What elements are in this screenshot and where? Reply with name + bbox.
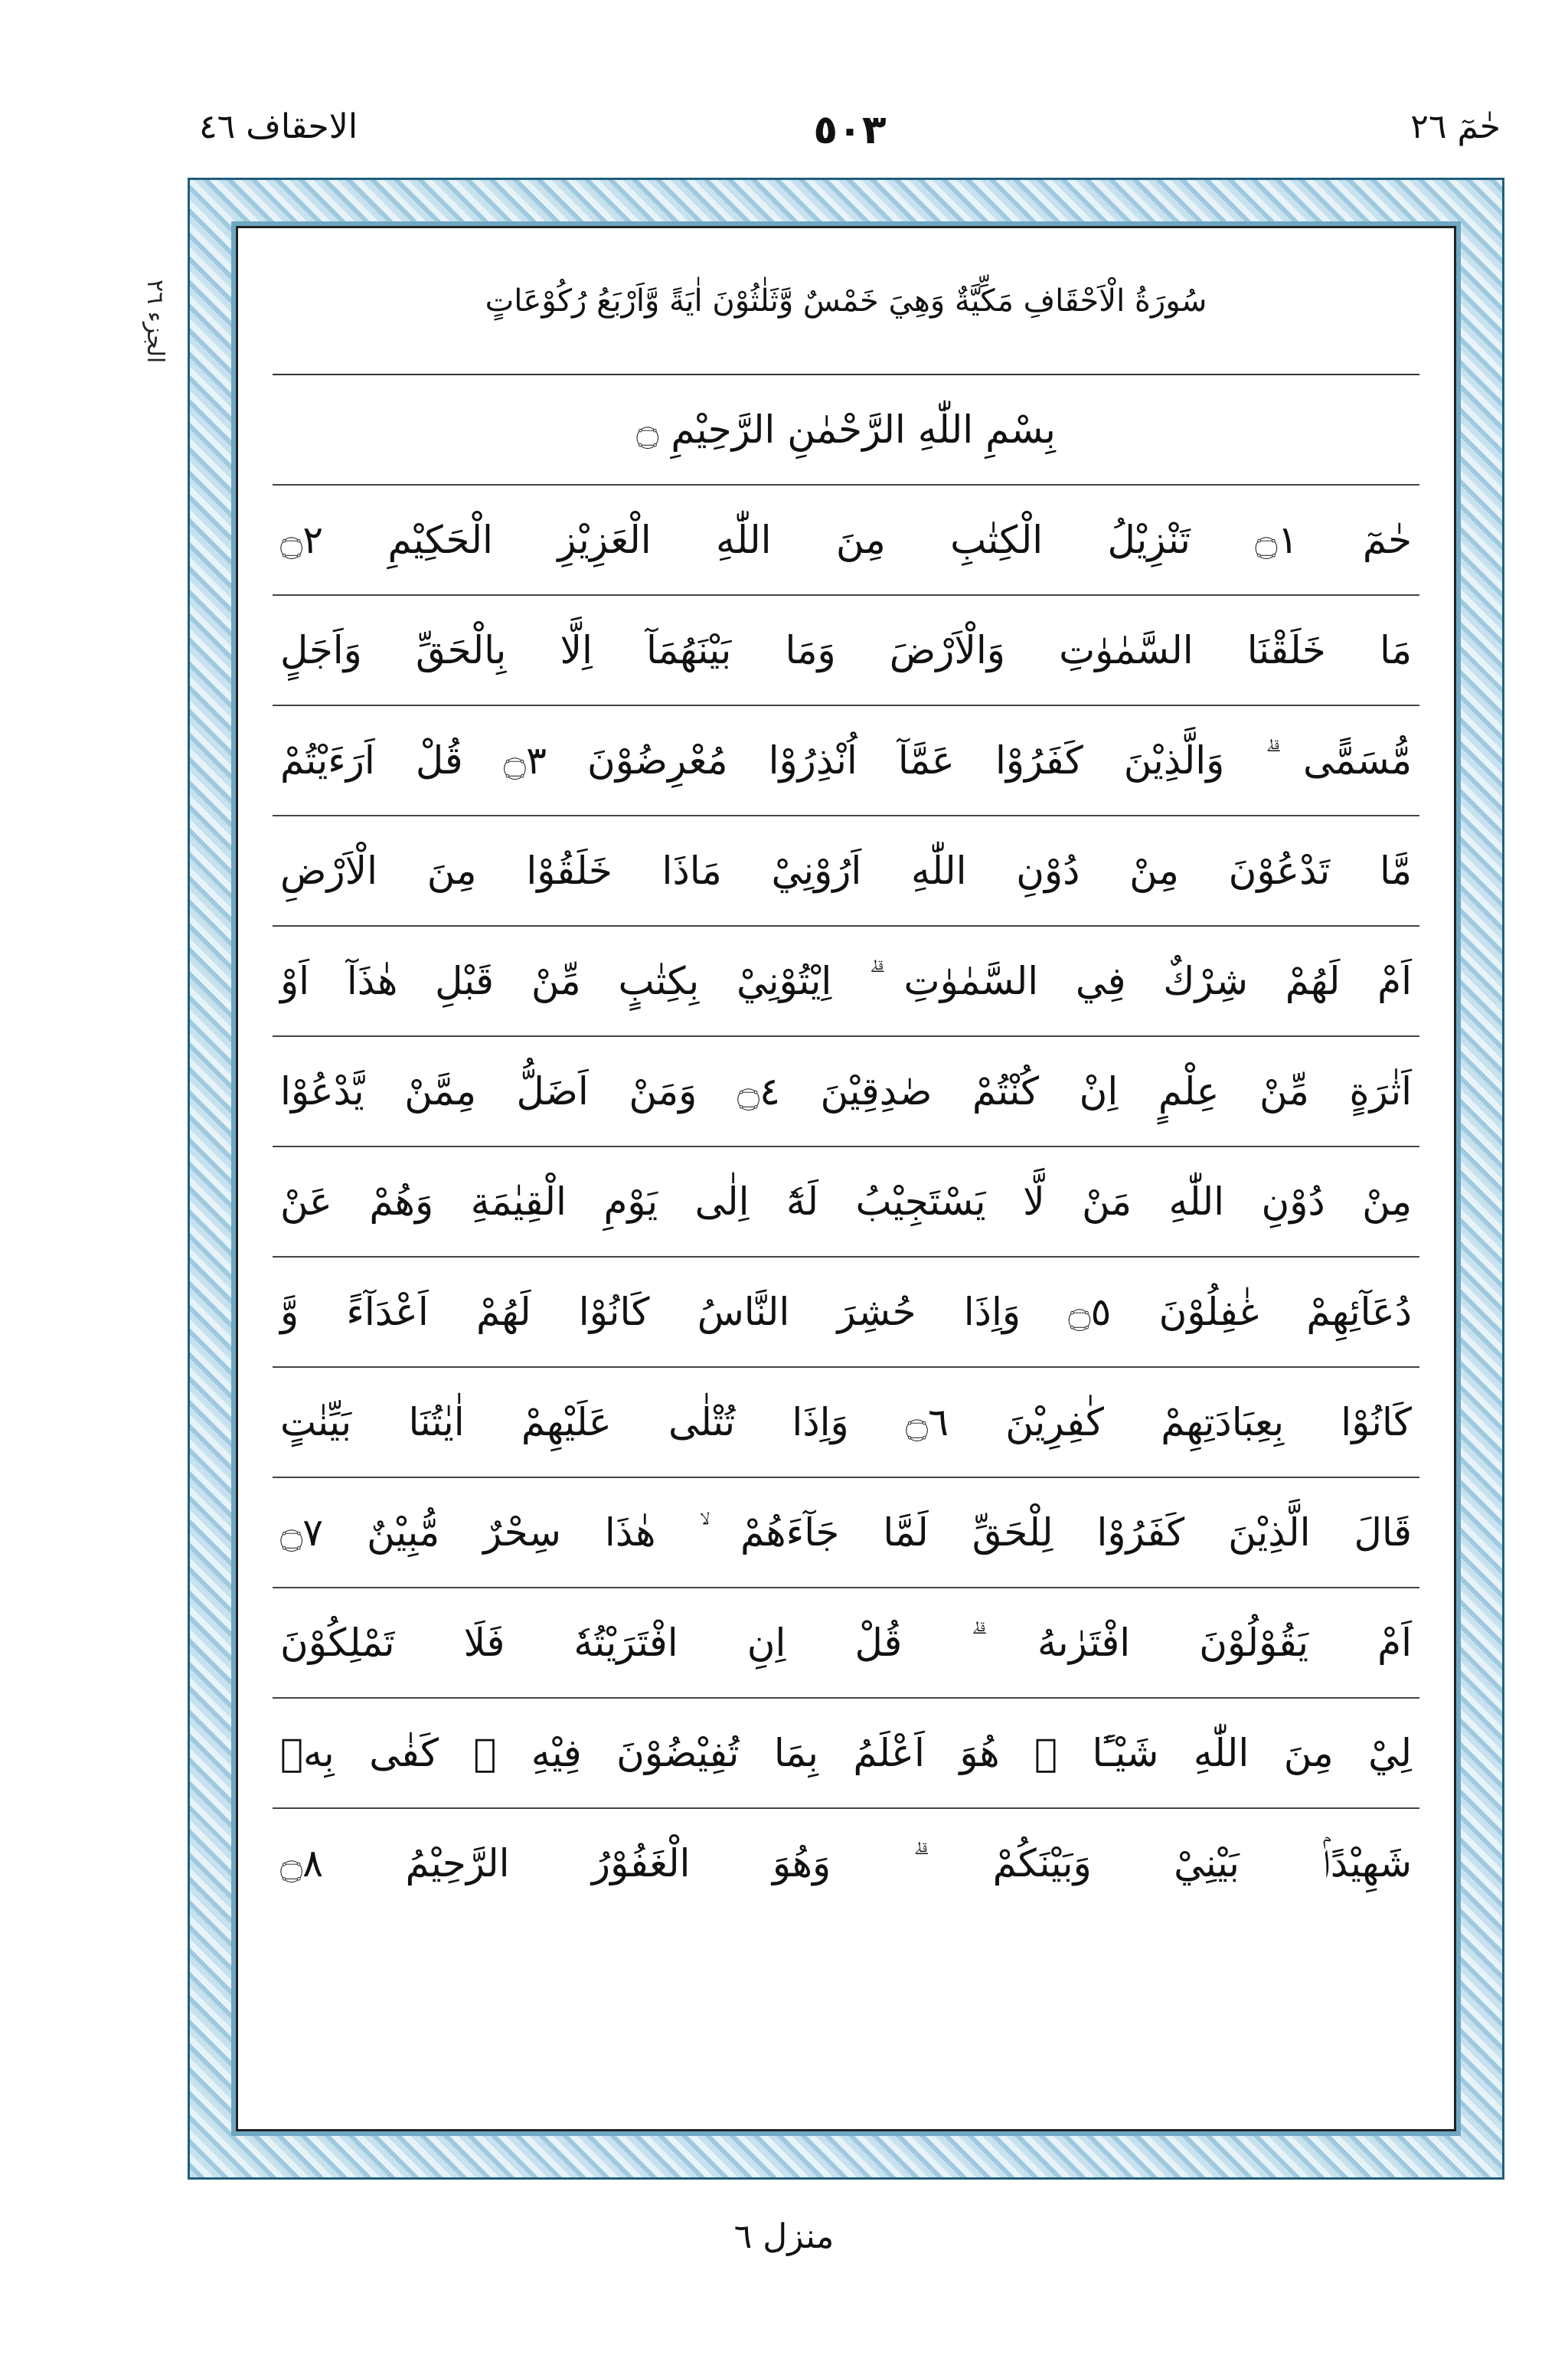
text-line-content: اَثٰرَةٍ مِّنْ عِلْمٍ اِنْ كُنْتُمْ صٰدِقِيْنَ ۝٤ وَمَنْ اَضَلُّ مِمَّنْ يَّدْعُوْا bbox=[280, 1069, 1413, 1114]
text-line bbox=[273, 486, 1419, 596]
text-line bbox=[273, 596, 1419, 706]
text-line-content: شَهِيْدًاۢ بَيْنِيْ وَبَيْنَكُمْ ۗ وَهُوَ الْغَفُوْرُ الرَّحِيْمُ ۝٨ bbox=[280, 1840, 1412, 1886]
text-line bbox=[273, 816, 1419, 927]
margin-juz-note: الجزء ٢٦ bbox=[142, 280, 168, 364]
text-line bbox=[273, 1699, 1419, 1809]
text-line-content: قَالَ الَّذِيْنَ كَفَرُوْا لِلْحَقِّ لَمَّا جَآءَهُمْ ۙ هٰذَا سِحْرٌ مُّبِيْنٌ ۝٧ bbox=[280, 1509, 1412, 1555]
ornamental-border bbox=[188, 178, 1504, 2180]
text-line-content: لِيْ مِنَ اللّٰهِ شَيْـًٔا ۗ هُوَ اَعْلَمُ بِمَا تُفِيْضُوْنَ فِيْهِ ۗ كَفٰى بِهٖ bbox=[280, 1731, 1412, 1775]
text-line bbox=[273, 1368, 1419, 1478]
text-line bbox=[273, 1037, 1419, 1147]
header-juz-name: حٰمٓ ٢٦ bbox=[1410, 107, 1501, 146]
text-line-content: مُّسَمًّى ۗ وَالَّذِيْنَ كَفَرُوْا عَمَّآ اُنْذِرُوْا مُعْرِضُوْنَ ۝٣ قُلْ اَرَءَيْتُمْ bbox=[280, 738, 1412, 783]
text-line-content: مَّا تَدْعُوْنَ مِنْ دُوْنِ اللّٰهِ اَرُوْنِيْ مَاذَا خَلَقُوْا مِنَ الْاَرْضِ bbox=[280, 849, 1412, 893]
text-line bbox=[273, 1588, 1419, 1699]
text-line-content: دُعَآئِهِمْ غٰفِلُوْنَ ۝٥ وَاِذَا حُشِرَ النَّاسُ كَانُوْا لَهُمْ اَعْدَآءً وَّ bbox=[280, 1290, 1412, 1334]
surah-title: سُورَةُ الْاَحْقَافِ مَكِّيَّةٌ وَهِيَ خَمْسٌ وَّثَلٰثُوْنَ اٰيَةً وَّاَرْبَعُ رُكُوْعَاتٍ bbox=[273, 228, 1419, 375]
text-block bbox=[273, 228, 1419, 2129]
text-line-content: مَا خَلَقْنَا السَّمٰوٰتِ وَالْاَرْضَ وَمَا بَيْنَهُمَآ اِلَّا بِالْحَقِّ وَاَجَلٍ bbox=[280, 628, 1412, 672]
text-panel bbox=[236, 226, 1456, 2131]
text-line-basmala: بِسْمِ اللّٰهِ الرَّحْمٰنِ الرَّحِيْمِ ۝ bbox=[273, 375, 1419, 486]
text-line bbox=[273, 927, 1419, 1037]
header-surah-name: الاحقاف ٤٦ bbox=[199, 107, 358, 146]
text-line-content: حٰمٓ ۝١ تَنْزِيْلُ الْكِتٰبِ مِنَ اللّٰهِ الْعَزِيْزِ الْحَكِيْمِ ۝٢ bbox=[280, 518, 1412, 562]
text-line bbox=[273, 706, 1419, 816]
text-line bbox=[273, 1258, 1419, 1368]
manzil-footer: منزل ٦ bbox=[733, 2217, 835, 2256]
text-line-content: كَانُوْا بِعِبَادَتِهِمْ كٰفِرِيْنَ ۝٦ وَاِذَا تُتْلٰى عَلَيْهِمْ اٰيٰتُنَا بَيِّنٰتٍ bbox=[280, 1400, 1412, 1444]
text-line-content: مِنْ دُوْنِ اللّٰهِ مَنْ لَّا يَسْتَجِيْبُ لَهٗٓ اِلٰى يَوْمِ الْقِيٰمَةِ وَهُمْ عَنْ bbox=[280, 1179, 1412, 1224]
text-line bbox=[273, 1478, 1419, 1588]
text-line-content: اَمْ لَهُمْ شِرْكٌ فِي السَّمٰوٰتِ ۗ اِيْتُوْنِيْ بِكِتٰبٍ مِّنْ قَبْلِ هٰذَآ اَوْ bbox=[280, 958, 1412, 1003]
text-line bbox=[273, 1147, 1419, 1258]
text-line bbox=[273, 1809, 1419, 1918]
page-number: ٥٠٣ bbox=[813, 107, 887, 153]
text-line-content: اَمْ يَقُوْلُوْنَ افْتَرٰىهُ ۗ قُلْ اِنِ افْتَرَيْتُهٗ فَلَا تَمْلِكُوْنَ bbox=[280, 1620, 1412, 1665]
